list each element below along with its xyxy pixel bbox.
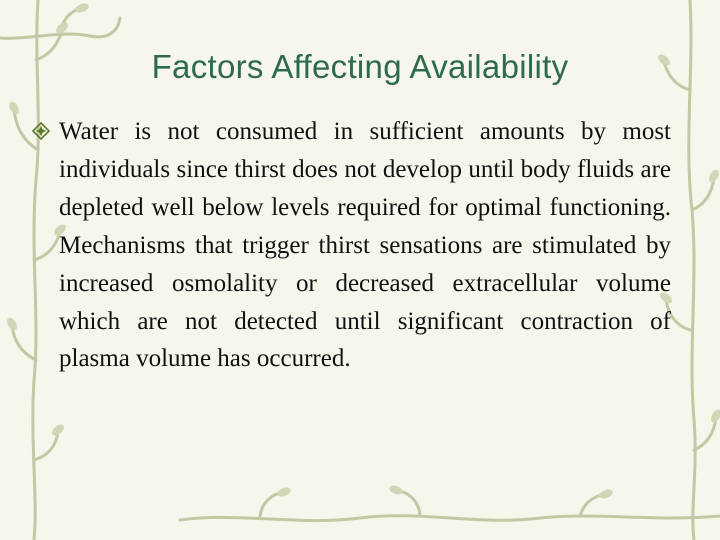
- bullet-list: [31, 113, 671, 378]
- bullet-text: Water is not consumed in sufficient amounts by most individuals since thirst does not develop until body fluids are depleted well below levels required for optimal functioning. Mechanisms that trigger thirst sensations are stimulated by increased osmolality or decreased extracellular volume which are not detected until significant contraction of plasma volume has occurred.: [59, 118, 671, 373]
- list-item: [31, 113, 671, 378]
- slide-title: Factors Affecting Availability: [151, 48, 569, 85]
- diamond-bullet-icon: [31, 121, 51, 141]
